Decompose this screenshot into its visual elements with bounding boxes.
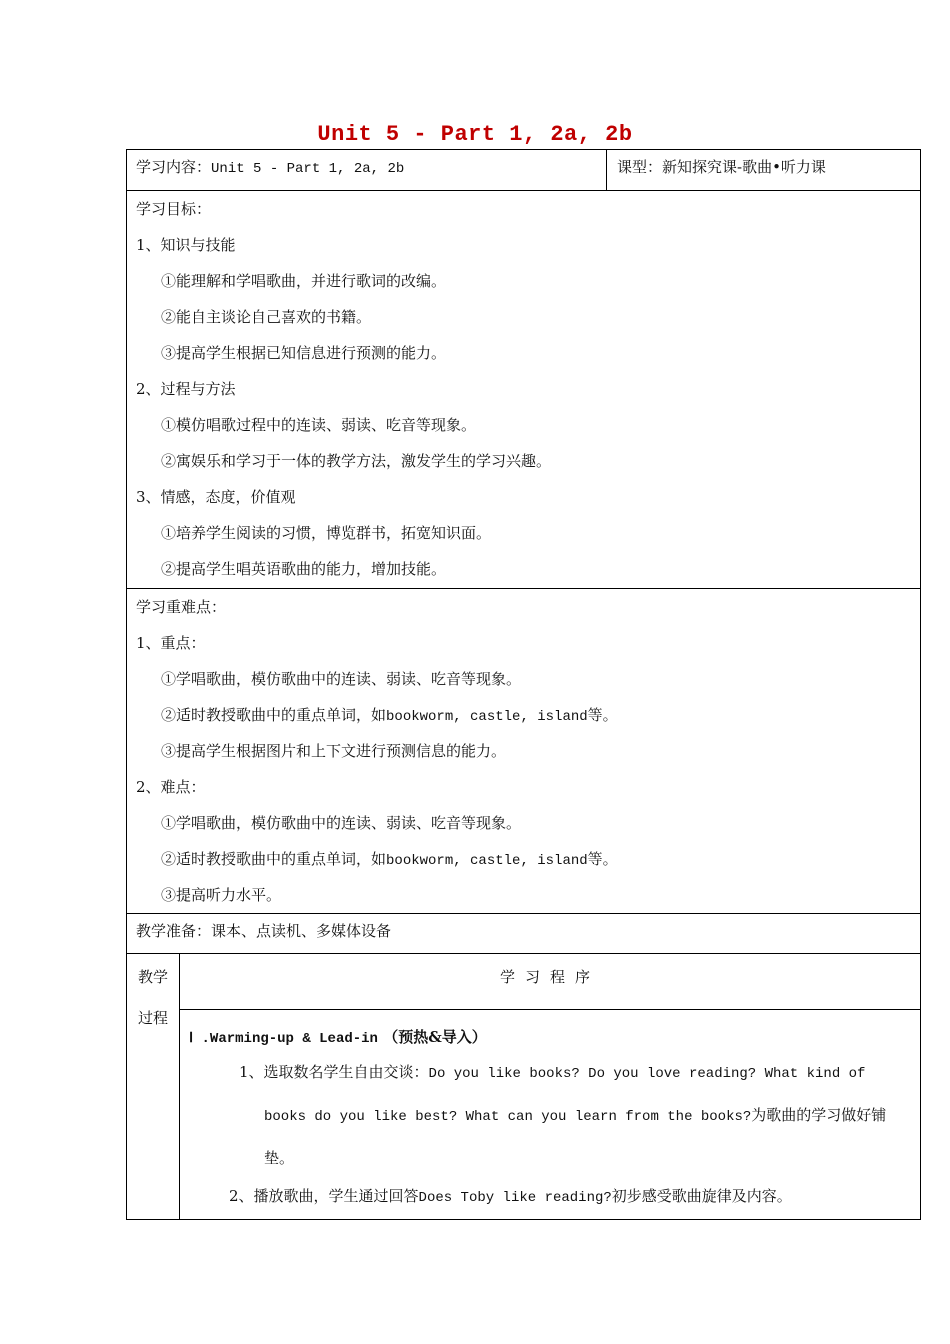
objective-item: ②寓娱乐和学习于一体的教学方法，激发学生的学习兴趣。: [161, 452, 552, 470]
content-cell: [127, 150, 607, 190]
step-paragraph: 1、选取数名学生自由交谈：Do you like books? Do you love reading? What kind of: [239, 1063, 866, 1082]
process-body: [180, 1010, 920, 1219]
objective-section-title: 3、情感，态度，价值观: [136, 488, 296, 506]
objective-item: ②能自主谈论自己喜欢的书籍。: [161, 308, 372, 326]
key-section-title: 1、重点：: [136, 634, 206, 652]
key-section-title: 2、难点：: [136, 778, 206, 796]
key-item: ③提高听力水平。: [161, 886, 282, 904]
type-cell: [607, 150, 920, 190]
objective-section-title: 1、知识与技能: [136, 236, 236, 254]
process-content-cell: [180, 954, 920, 1219]
objective-item: ①模仿唱歌过程中的连读、弱读、吃音等现象。: [161, 416, 477, 434]
type-label: 课型：: [617, 158, 663, 176]
key-item: ②适时教授歌曲中的重点单词，如bookworm, castle, island等。: [161, 850, 618, 869]
step-title: Ⅰ .Warming-up & Lead-in （预热&导入）: [189, 1028, 487, 1047]
content-value: Unit 5 - Part 1, 2a, 2b: [211, 161, 405, 177]
objective-item: ①培养学生阅读的习惯，博览群书，拓宽知识面。: [161, 524, 492, 542]
content-label: 学习内容：: [136, 158, 212, 176]
key-points-heading: 学习重难点：: [136, 598, 227, 616]
objectives-heading: 学习目标：: [136, 200, 212, 218]
objective-item: ①能理解和学唱歌曲，并进行歌词的改编。: [161, 272, 447, 290]
key-item: ②适时教授歌曲中的重点单词，如bookworm, castle, island等。: [161, 706, 618, 725]
objectives-section: [127, 190, 920, 588]
key-points-section: [127, 588, 920, 913]
process-label-line: 教学: [137, 968, 168, 986]
type-value: 新知探究课-歌曲•听力课: [662, 158, 826, 176]
step-paragraph: 2、播放歌曲，学生通过回答Does Toby like reading?初步感受歌曲旋律及内容。: [229, 1187, 792, 1206]
objective-item: ②提高学生唱英语歌曲的能力，增加技能。: [161, 560, 447, 578]
key-item: ①学唱歌曲，模仿歌曲中的连读、弱读、吃音等现象。: [161, 814, 522, 832]
lesson-plan-table: [126, 149, 921, 1220]
process-label-cell: [127, 954, 180, 1219]
objective-item: ③提高学生根据已知信息进行预测的能力。: [161, 344, 447, 362]
key-item: ①学唱歌曲，模仿歌曲中的连读、弱读、吃音等现象。: [161, 670, 522, 688]
header-row: [127, 150, 920, 190]
step-paragraph-continued: books do you like best? What can you learn from the books?为歌曲的学习做好铺 垫。: [264, 1106, 887, 1167]
document-title: Unit 5 - Part 1, 2a, 2b: [317, 122, 633, 147]
process-row: [127, 953, 920, 1219]
process-label-line: 过程: [137, 1009, 168, 1027]
process-header: 学习程序: [180, 954, 920, 1010]
objective-section-title: 2、过程与方法: [136, 380, 236, 398]
preparation-row: 教学准备：课本、点读机、多媒体设备: [127, 913, 920, 953]
key-item: ③提高学生根据图片和上下文进行预测信息的能力。: [161, 742, 507, 760]
